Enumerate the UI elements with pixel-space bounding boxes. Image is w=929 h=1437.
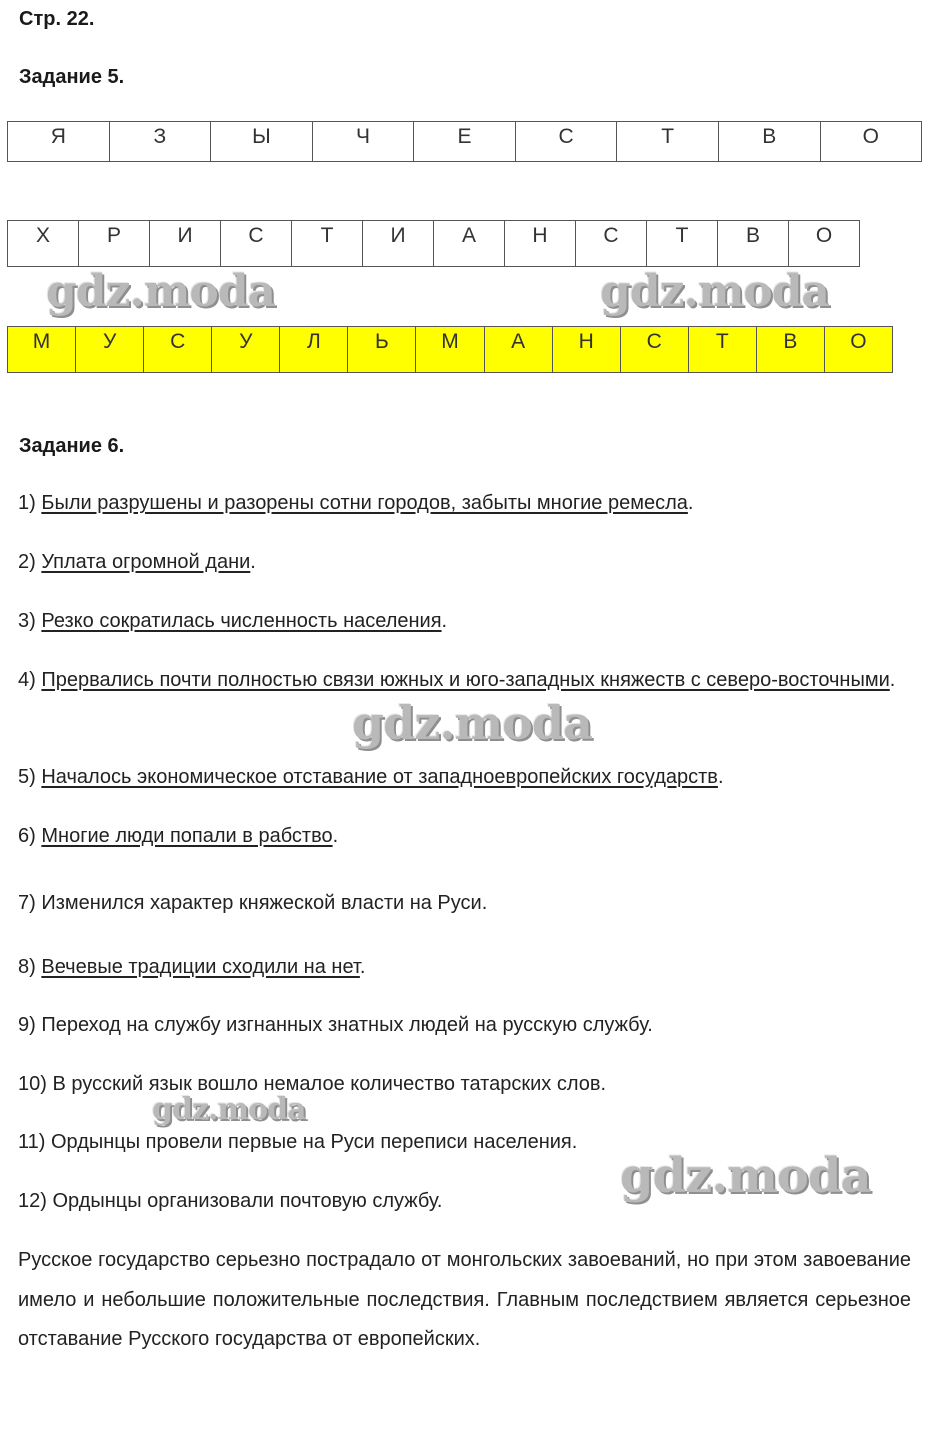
list-item	[18, 824, 338, 848]
task6-heading: Задание 6.	[19, 435, 125, 457]
item-end: .	[687, 492, 694, 514]
watermark-logo: gdz.moda	[152, 1092, 306, 1127]
item-end: .	[889, 669, 896, 691]
list-item	[18, 609, 447, 633]
letter-cell: Ы	[211, 122, 313, 161]
watermark-logo: gdz.moda	[600, 266, 830, 317]
word-grid-3-highlighted	[7, 326, 893, 373]
letter-cell: А	[485, 327, 553, 372]
letter-cell: С	[516, 122, 618, 161]
letter-cell: И	[363, 221, 434, 266]
letter-cell: О	[825, 327, 893, 372]
letter-cell: В	[718, 221, 789, 266]
letter-cell: М	[8, 327, 76, 372]
item-text: Изменился характер княжеской власти на Руси.	[41, 892, 488, 914]
letter-cell: С	[144, 327, 212, 372]
letter-cell: И	[150, 221, 221, 266]
item-number: 8)	[18, 956, 36, 978]
item-number: 7)	[18, 892, 36, 914]
letter-cell: О	[821, 122, 923, 161]
summary-paragraph: Русское государство серьезно пострадало от монгольских завоеваний, но при этом завоевание имело и небольшие положительные последствия. Главным последствием является серьезное отставание Русского государства от европейских.	[18, 1249, 911, 1350]
item-number: 4)	[18, 669, 36, 691]
item-text: Резко сократилась численность населения	[41, 610, 442, 632]
item-end: .	[441, 610, 448, 632]
list-item	[18, 1130, 577, 1154]
letter-cell: В	[719, 122, 821, 161]
letter-cell: Т	[292, 221, 363, 266]
letter-cell: А	[434, 221, 505, 266]
item-end: .	[332, 825, 339, 847]
item-text: Были разрушены и разорены сотни городов, забыты многие ремесла	[41, 492, 688, 514]
word-grid-2	[7, 220, 860, 267]
letter-cell: Т	[647, 221, 718, 266]
list-item	[18, 491, 693, 515]
letter-cell: Я	[8, 122, 110, 161]
letter-cell: Х	[8, 221, 79, 266]
item-end: .	[359, 956, 366, 978]
item-text: Вечевые традиции сходили на нет	[41, 956, 360, 978]
list-item	[18, 1072, 606, 1096]
letter-cell: Н	[505, 221, 576, 266]
list-item	[18, 661, 911, 700]
list-item	[18, 1013, 653, 1037]
item-number: 2)	[18, 551, 36, 573]
list-item	[18, 1189, 442, 1213]
letter-cell: В	[757, 327, 825, 372]
item-text: Уплата огромной дани	[41, 551, 251, 573]
item-number: 12)	[18, 1190, 47, 1212]
letter-cell: Р	[79, 221, 150, 266]
item-end: .	[717, 766, 724, 788]
item-number: 10)	[18, 1073, 47, 1095]
letter-cell: Ч	[313, 122, 415, 161]
letter-cell: М	[416, 327, 484, 372]
letter-cell: Ь	[348, 327, 416, 372]
letter-cell: Л	[280, 327, 348, 372]
word-grid-1	[7, 121, 922, 162]
letter-cell: О	[789, 221, 860, 266]
item-number: 3)	[18, 610, 36, 632]
watermark-logo: gdz.moda	[352, 696, 592, 750]
item-text: Переход на службу изгнанных знатных людей на русскую службу.	[41, 1014, 653, 1036]
item-number: 11)	[18, 1131, 46, 1153]
letter-cell: З	[110, 122, 212, 161]
item-number: 9)	[18, 1014, 36, 1036]
task5-heading: Задание 5.	[19, 66, 125, 88]
list-item	[18, 891, 487, 915]
letter-cell: Т	[689, 327, 757, 372]
watermark-logo: gdz.moda	[46, 266, 276, 317]
letter-cell: Т	[617, 122, 719, 161]
letter-cell: У	[76, 327, 144, 372]
item-text: Началось экономическое отставание от западноевропейских государств	[41, 766, 718, 788]
item-number: 5)	[18, 766, 36, 788]
item-text: Прервались почти полностью связи южных и юго-западных княжеств с северо-восточными	[41, 669, 890, 691]
letter-cell: С	[621, 327, 689, 372]
letter-cell: С	[221, 221, 292, 266]
letter-cell: С	[576, 221, 647, 266]
item-text: Многие люди попали в рабство	[41, 825, 333, 847]
letter-cell: У	[212, 327, 280, 372]
item-end: .	[250, 551, 256, 573]
item-number: 1)	[18, 492, 36, 514]
item-text: В русский язык вошло немалое количество татарских слов.	[52, 1073, 607, 1095]
item-number: 6)	[18, 825, 36, 847]
item-text: Ордынцы провели первые на Руси переписи населения.	[50, 1131, 578, 1153]
list-item	[18, 765, 724, 789]
list-item	[18, 955, 365, 979]
letter-cell: Н	[553, 327, 621, 372]
letter-cell: Е	[414, 122, 516, 161]
item-text: Ордынцы организовали почтовую службу.	[52, 1190, 443, 1212]
watermark-logo: gdz.moda	[620, 1148, 871, 1204]
list-item	[18, 550, 256, 574]
page-title: Стр. 22.	[19, 8, 95, 30]
